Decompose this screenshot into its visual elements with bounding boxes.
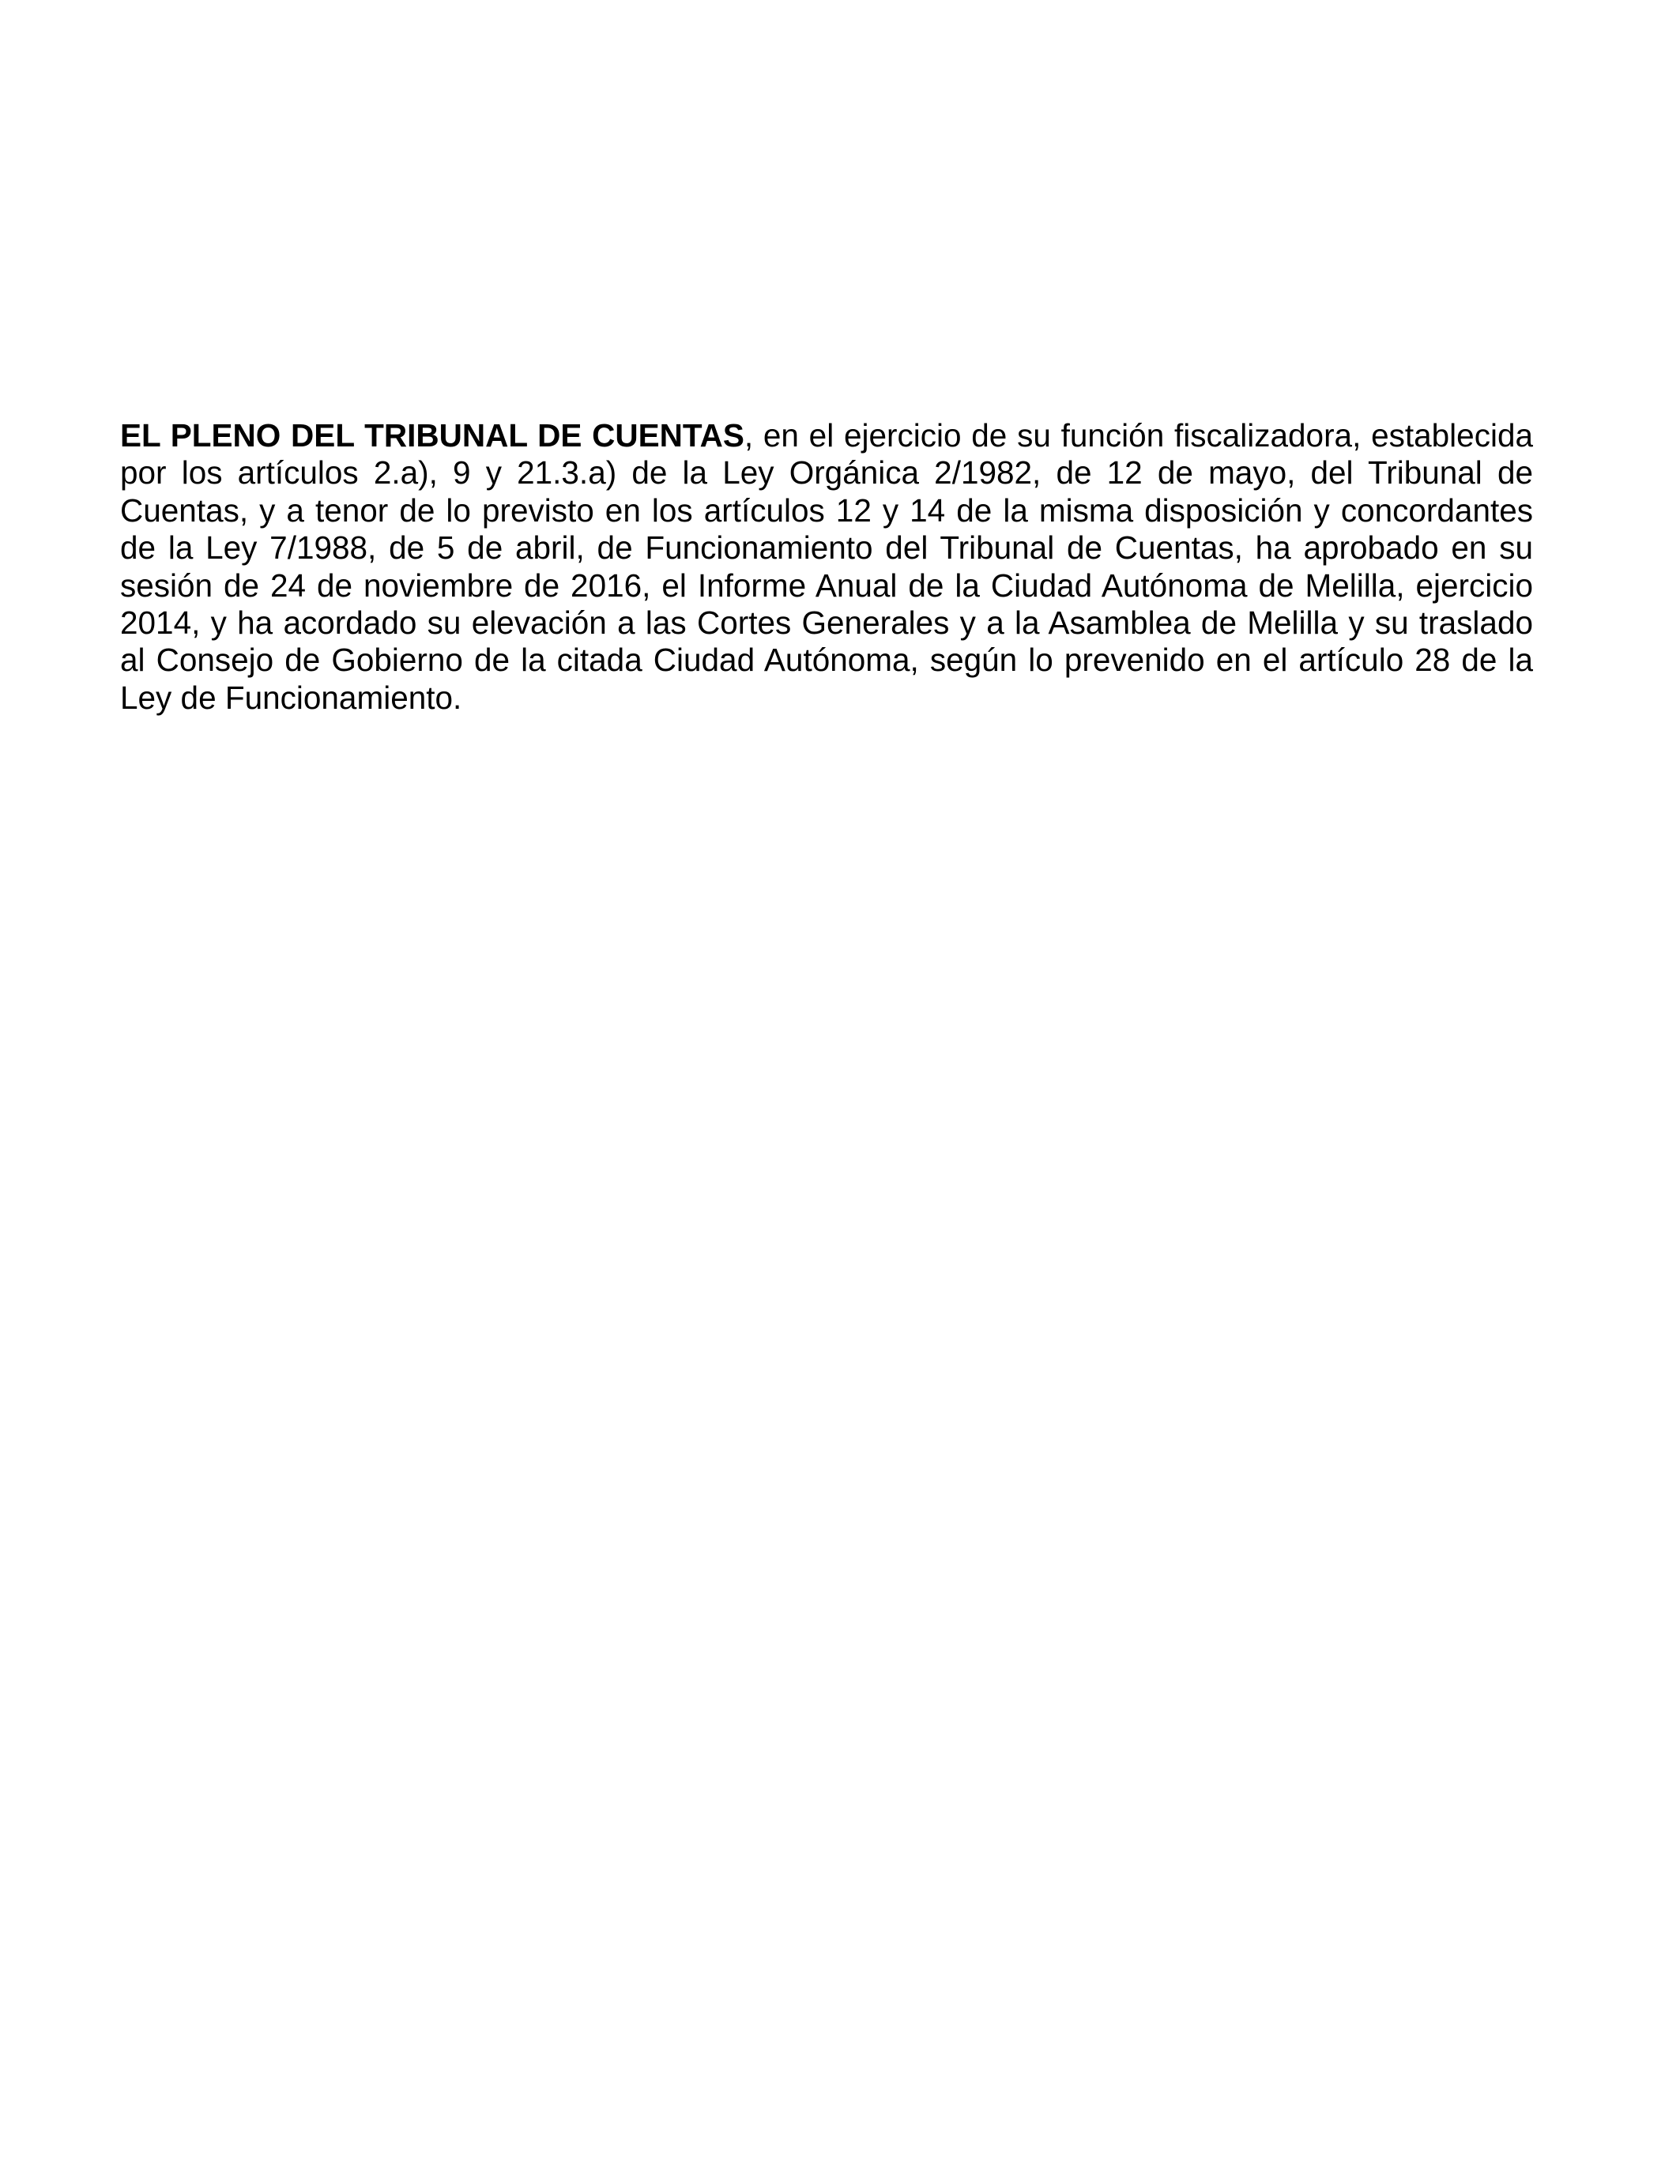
- resolution-paragraph: [120, 417, 1533, 717]
- paragraph-lead: EL PLENO DEL TRIBUNAL DE CUENTAS: [120, 417, 744, 454]
- paragraph-body: , en el ejercicio de su función fiscalizadora, establecida por los artículos 2.a), 9 y 21.3.a) de la Ley Orgánica 2/1982, de 12 de mayo, del Tribunal de Cuentas, y a tenor de lo previsto en los artículos 12 y 14 de la misma disposición y concordantes de la Ley 7/1988, de 5 de abril, de Funcionamiento del Tribunal de Cuentas, ha aprobado en su sesión de 24 de noviembre de 2016, el Informe Anual de la Ciudad Autónoma de Melilla, ejercicio 2014, y ha acordado su elevación a las Cortes Generales y a la Asamblea de Melilla y su traslado al Consejo de Gobierno de la citada Ciudad Autónoma, según lo prevenido en el artículo 28 de la Ley de Funcionamiento.: [120, 417, 1533, 716]
